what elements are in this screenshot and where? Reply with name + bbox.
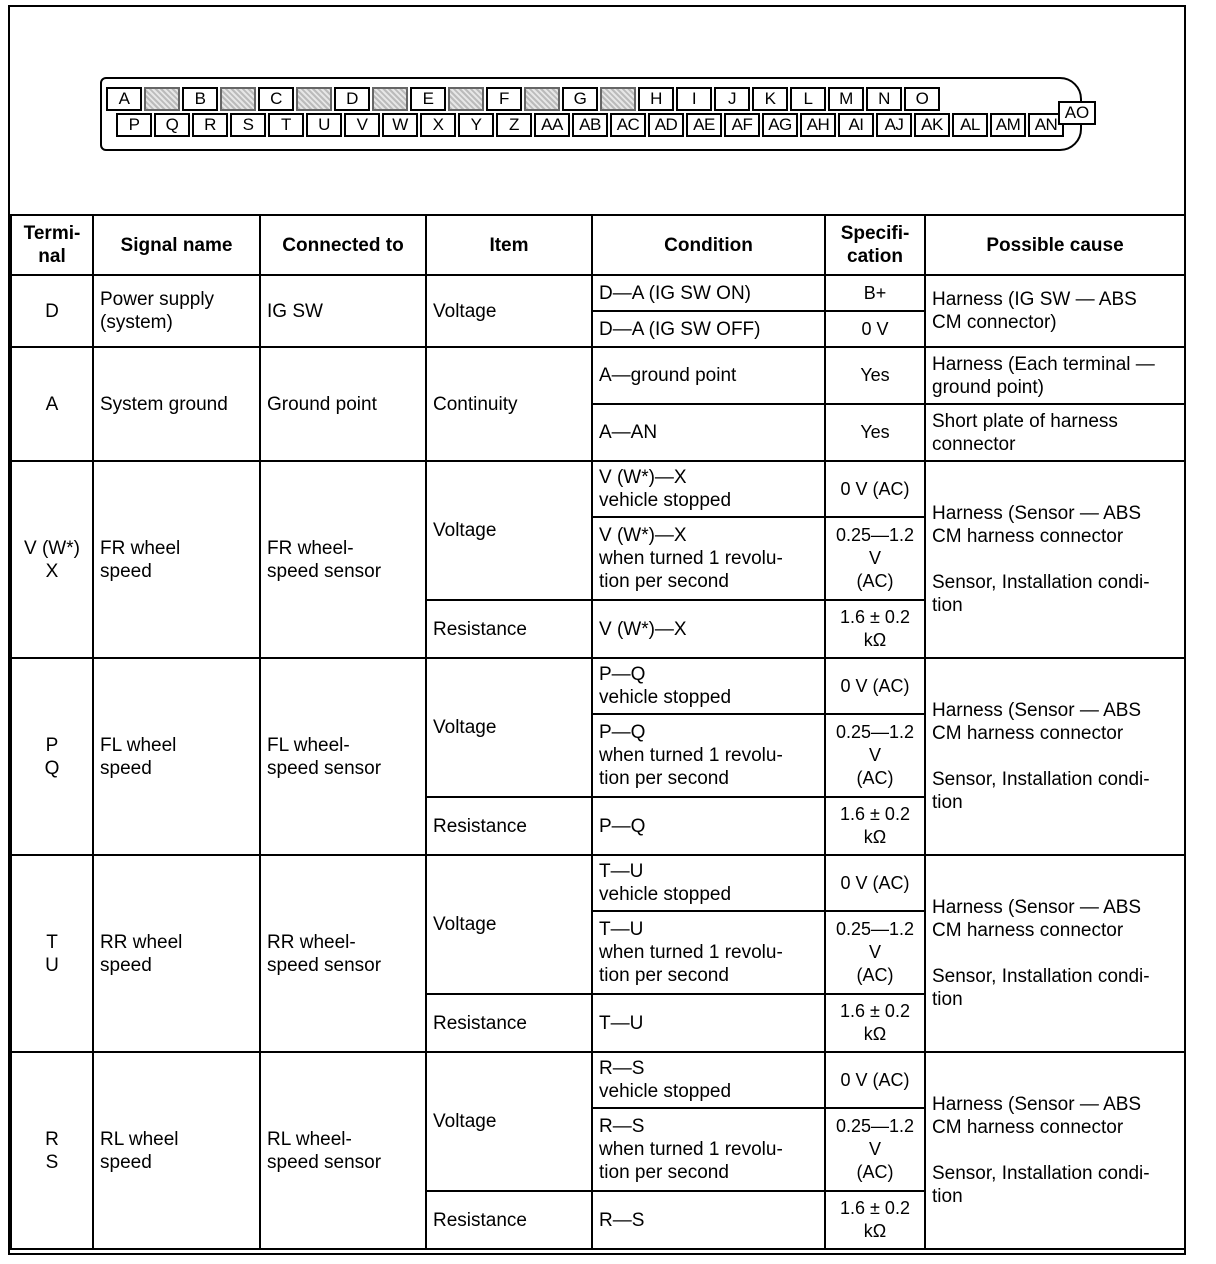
terminal-cell: A xyxy=(11,347,93,461)
connector-terminal-b: B xyxy=(182,87,218,111)
cause-cell: Harness (Sensor — ABS CM harness connector Sensor, Installation condi- tion xyxy=(925,658,1185,855)
cause-cell: Short plate of harness connector xyxy=(925,404,1185,461)
terminal-cell: V (W*) X xyxy=(11,461,93,658)
header-connected-to: Connected to xyxy=(260,215,426,275)
connector-terminal-an: AN xyxy=(1028,113,1064,137)
connector-terminal-ac: AC xyxy=(610,113,646,137)
connected-cell: RR wheel- speed sensor xyxy=(260,855,426,1052)
spec-cell: 0.25—1.2 V (AC) xyxy=(825,714,925,797)
connector-diagram xyxy=(10,7,1184,215)
header-item: Item xyxy=(426,215,592,275)
connector-terminal-ad: AD xyxy=(648,113,684,137)
connector-terminal-ae: AE xyxy=(686,113,722,137)
condition-cell: T—U xyxy=(592,994,825,1052)
terminal-cell: R S xyxy=(11,1052,93,1249)
connector-terminal-ah: AH xyxy=(800,113,836,137)
connector-terminal-al: AL xyxy=(952,113,988,137)
connector-terminal-a: A xyxy=(106,87,142,111)
connector-terminal-aj: AJ xyxy=(876,113,912,137)
condition-cell: T—U when turned 1 revolu- tion per second xyxy=(592,911,825,994)
signal-cell: FR wheel speed xyxy=(93,461,260,658)
connector-terminal-u: U xyxy=(306,113,342,137)
connector-terminal-w: W xyxy=(382,113,418,137)
connector-terminal-f: F xyxy=(486,87,522,111)
connector-terminal-k: K xyxy=(752,87,788,111)
connector-terminal-e: E xyxy=(410,87,446,111)
connector-terminal-aa: AA xyxy=(534,113,570,137)
condition-cell: D—A (IG SW OFF) xyxy=(592,311,825,347)
condition-cell: P—Q vehicle stopped xyxy=(592,658,825,714)
table-row xyxy=(11,658,1185,714)
table-row xyxy=(11,1052,1185,1108)
cause-cell: Harness (IG SW — ABS CM connector) xyxy=(925,275,1185,347)
connector-terminal-v: V xyxy=(344,113,380,137)
spec-cell: 0 V (AC) xyxy=(825,658,925,714)
spec-cell: 0.25—1.2 V (AC) xyxy=(825,911,925,994)
connector-terminal-ai: AI xyxy=(838,113,874,137)
spec-cell: Yes xyxy=(825,404,925,461)
item-cell: Resistance xyxy=(426,600,592,658)
connector-top-row xyxy=(106,87,942,111)
signal-cell: FL wheel speed xyxy=(93,658,260,855)
connector-terminal-j: J xyxy=(714,87,750,111)
connected-cell: RL wheel- speed sensor xyxy=(260,1052,426,1249)
table-row xyxy=(11,461,1185,517)
connector-terminal-p: P xyxy=(116,113,152,137)
signal-cell: System ground xyxy=(93,347,260,461)
spec-cell: 0 V xyxy=(825,311,925,347)
terminal-cell: D xyxy=(11,275,93,347)
connector-terminal-i: I xyxy=(676,87,712,111)
condition-cell: V (W*)—X xyxy=(592,600,825,658)
item-cell: Voltage xyxy=(426,1052,592,1191)
connector-terminal-ao: AO xyxy=(1058,101,1096,125)
connector-blank-cavity xyxy=(372,87,408,111)
table-row xyxy=(11,855,1185,911)
spec-cell: 0 V (AC) xyxy=(825,461,925,517)
spec-cell: 1.6 ± 0.2 kΩ xyxy=(825,994,925,1052)
condition-cell: V (W*)—X vehicle stopped xyxy=(592,461,825,517)
connector-blank-cavity xyxy=(296,87,332,111)
header-condition: Condition xyxy=(592,215,825,275)
terminal-cell: T U xyxy=(11,855,93,1052)
spec-cell: 1.6 ± 0.2 kΩ xyxy=(825,1191,925,1249)
connector-terminal-x: X xyxy=(420,113,456,137)
connector-terminal-g: G xyxy=(562,87,598,111)
condition-cell: R—S when turned 1 revolu- tion per second xyxy=(592,1108,825,1191)
connector-terminal-ak: AK xyxy=(914,113,950,137)
spec-cell: 0.25—1.2 V (AC) xyxy=(825,1108,925,1191)
item-cell: Voltage xyxy=(426,658,592,797)
table-row xyxy=(11,275,1185,311)
connector-terminal-s: S xyxy=(230,113,266,137)
spec-cell: Yes xyxy=(825,347,925,404)
spec-cell: 0.25—1.2 V (AC) xyxy=(825,517,925,600)
cause-cell: Harness (Sensor — ABS CM harness connector Sensor, Installation condi- tion xyxy=(925,461,1185,658)
item-cell: Voltage xyxy=(426,275,592,347)
connector-blank-cavity xyxy=(600,87,636,111)
connected-cell: IG SW xyxy=(260,275,426,347)
condition-cell: P—Q xyxy=(592,797,825,855)
condition-cell: R—S vehicle stopped xyxy=(592,1052,825,1108)
connector-terminal-z: Z xyxy=(496,113,532,137)
connector-blank-cavity xyxy=(448,87,484,111)
connector-terminal-q: Q xyxy=(154,113,190,137)
spec-cell: 1.6 ± 0.2 kΩ xyxy=(825,600,925,658)
item-cell: Voltage xyxy=(426,855,592,994)
connector-blank-cavity xyxy=(144,87,180,111)
connector-terminal-m: M xyxy=(828,87,864,111)
signal-cell: Power supply (system) xyxy=(93,275,260,347)
cause-cell: Harness (Each terminal — ground point) xyxy=(925,347,1185,404)
condition-cell: A—ground point xyxy=(592,347,825,404)
connector-terminal-d: D xyxy=(334,87,370,111)
spec-cell: 0 V (AC) xyxy=(825,1052,925,1108)
condition-cell: P—Q when turned 1 revolu- tion per second xyxy=(592,714,825,797)
connector-terminal-r: R xyxy=(192,113,228,137)
header-possible-cause: Possible cause xyxy=(925,215,1185,275)
table-row xyxy=(11,347,1185,404)
connector-terminal-am: AM xyxy=(990,113,1026,137)
cause-cell: Harness (Sensor — ABS CM harness connector Sensor, Installation condi- tion xyxy=(925,1052,1185,1249)
condition-cell: V (W*)—X when turned 1 revolu- tion per second xyxy=(592,517,825,600)
connected-cell: Ground point xyxy=(260,347,426,461)
signal-cell: RL wheel speed xyxy=(93,1052,260,1249)
document-frame xyxy=(8,5,1186,1255)
table-header xyxy=(11,215,1185,275)
connected-cell: FL wheel- speed sensor xyxy=(260,658,426,855)
connector-terminal-n: N xyxy=(866,87,902,111)
connector-terminal-ag: AG xyxy=(762,113,798,137)
spec-cell: 0 V (AC) xyxy=(825,855,925,911)
connector-terminal-c: C xyxy=(258,87,294,111)
connector-terminal-h: H xyxy=(638,87,674,111)
connector-terminal-af: AF xyxy=(724,113,760,137)
header-specification: Specifi- cation xyxy=(825,215,925,275)
item-cell: Resistance xyxy=(426,1191,592,1249)
item-cell: Voltage xyxy=(426,461,592,600)
condition-cell: D—A (IG SW ON) xyxy=(592,275,825,311)
item-cell: Resistance xyxy=(426,797,592,855)
condition-cell: T—U vehicle stopped xyxy=(592,855,825,911)
condition-cell: A—AN xyxy=(592,404,825,461)
connector-terminal-l: L xyxy=(790,87,826,111)
connector-blank-cavity xyxy=(524,87,560,111)
terminal-table xyxy=(10,214,1186,1250)
connector-terminal-o: O xyxy=(904,87,940,111)
signal-cell: RR wheel speed xyxy=(93,855,260,1052)
spec-cell: B+ xyxy=(825,275,925,311)
connector-terminal-t: T xyxy=(268,113,304,137)
connected-cell: FR wheel- speed sensor xyxy=(260,461,426,658)
item-cell: Resistance xyxy=(426,994,592,1052)
connector-bottom-row xyxy=(116,113,1066,137)
spec-cell: 1.6 ± 0.2 kΩ xyxy=(825,797,925,855)
header-signal-name: Signal name xyxy=(93,215,260,275)
header-terminal: Termi- nal xyxy=(11,215,93,275)
connector-terminal-ab: AB xyxy=(572,113,608,137)
terminal-cell: P Q xyxy=(11,658,93,855)
connector-blank-cavity xyxy=(220,87,256,111)
item-cell: Continuity xyxy=(426,347,592,461)
cause-cell: Harness (Sensor — ABS CM harness connector Sensor, Installation condi- tion xyxy=(925,855,1185,1052)
condition-cell: R—S xyxy=(592,1191,825,1249)
connector-terminal-y: Y xyxy=(458,113,494,137)
